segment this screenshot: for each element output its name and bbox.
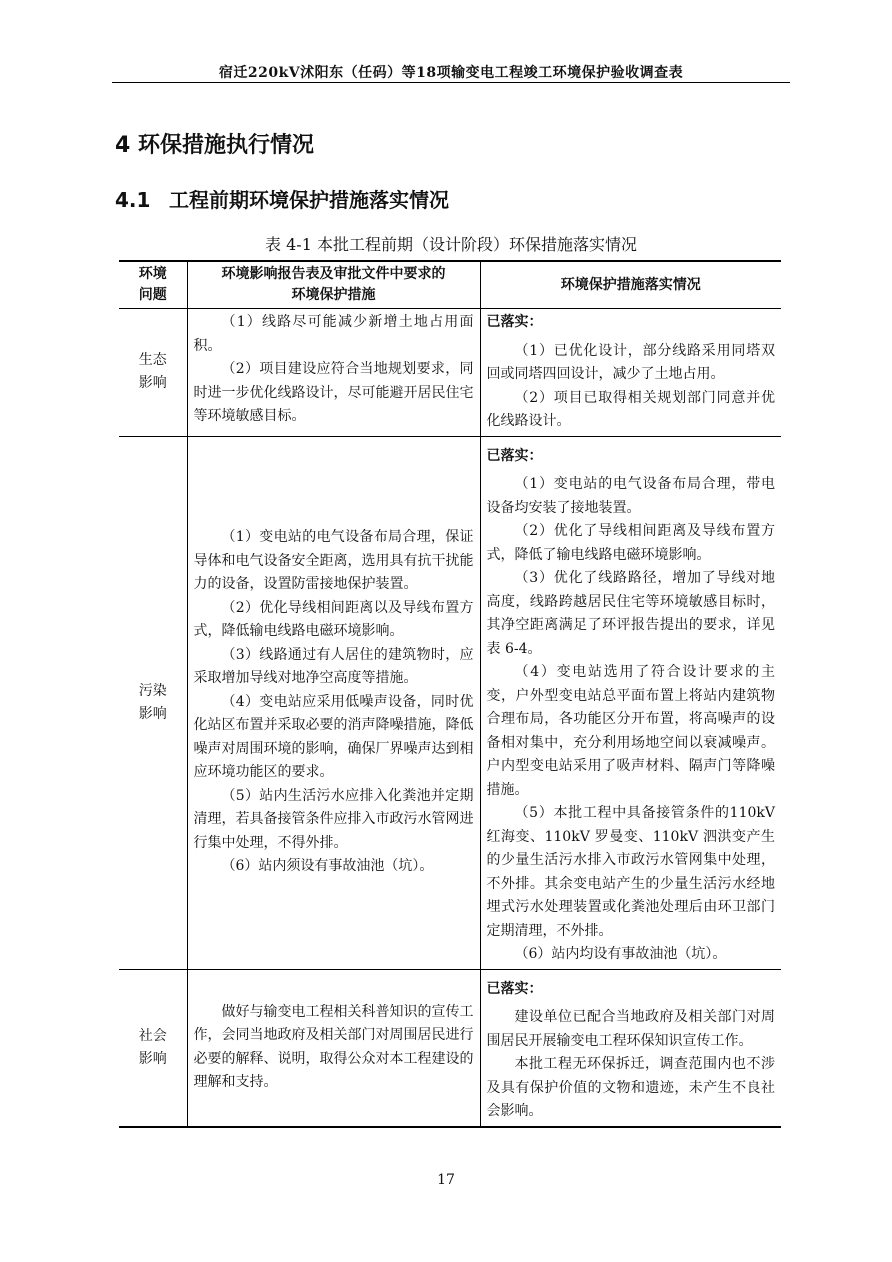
row-issue: 污染 影响 [119, 436, 187, 969]
requirement-paragraph: （5）站内生活污水应排入化粪池并定期清理，若具备接管条件应排入市政污水管网进行集中处理，不得外排。 [193, 787, 474, 851]
subsection-number: 4.1 [115, 188, 151, 212]
implementation-paragraph: （1）已优化设计，部分线路采用同塔双回或同塔四回设计，减少了土地占用。 [486, 342, 775, 382]
row-issue: 生态 影响 [119, 309, 187, 437]
implementation-paragraph: 建设单位已配合当地政府及相关部门对周围居民开展输变电工程环保知识宣传工作。 [486, 1009, 775, 1049]
requirement-paragraph: 做好与输变电工程相关科普知识的宣传工作，会同当地政府及相关部门对周围居民进行必要的解释、说明，取得公众对本工程建设的理解和支持。 [193, 1003, 474, 1090]
implementation-paragraph: （5）本批工程中具备接管条件的110kV 红海变、110kV 罗曼变、110kV 泗洪变产生的少量生活污水排入市政污水管网集中处理，不外排。其余变电站产生的少量生活污水经地埋式污水处理装置或化粪池处理后由环卫部门定期清理，不外排。 [486, 805, 775, 939]
implementation-paragraph: （3）优化了线路路径，增加了导线对地高度，线路跨越居民住宅等环境敏感目标时，其净空距离满足了环评报告提出的要求，详见表 6-4。 [486, 570, 775, 657]
row-requirements [187, 436, 480, 969]
requirement-paragraph: （3）线路通过有人居住的建筑物时，应采取增加导线对地净空高度等措施。 [193, 646, 474, 687]
implementation-paragraph: （2）优化了导线相间距离及导线布置方式，降低了输电线路电磁环境影响。 [486, 523, 775, 563]
table-row [119, 436, 781, 969]
table-row [119, 309, 781, 437]
measures-table [119, 260, 781, 1128]
header-requirements: 环境影响报告表及审批文件中要求的 环境保护措施 [187, 261, 480, 309]
requirement-paragraph: （1）线路尽可能减少新增土地占用面积。 [193, 314, 474, 354]
requirement-paragraph: （6）站内须设有事故油池（坑）。 [221, 858, 434, 875]
page-header: 宿迁220kV沭阳东（任码）等18项输变电工程竣工环境保护验收调查表 [218, 65, 684, 81]
requirement-paragraph: （4）变电站应采用低噪声设备，同时优化站区布置并采取必要的消声降噪措施，降低噪声对周围环境的影响，确保厂界噪声达到相应环境功能区的要求。 [193, 693, 474, 781]
implemented-status: 已落实： [486, 447, 543, 464]
row-implementation [480, 309, 781, 437]
page-number: 17 [437, 1172, 455, 1188]
requirement-paragraph: （1）变电站的电气设备布局合理，保证导体和电气设备安全距离，选用具有抗干扰能力的设备，设置防雷接地保护装置。 [193, 529, 474, 593]
implementation-paragraph: 本批工程无环保拆迁，调查范围内也不涉及具有保护价值的文物和遗迹，未产生不良社会影响。 [486, 1056, 775, 1119]
implementation-paragraph: （2）项目已取得相关规划部门同意并优化线路设计。 [486, 389, 775, 429]
row-issue: 社会 影响 [119, 969, 187, 1127]
row-implementation [480, 436, 781, 969]
subsection-title: 工程前期环境保护措施落实情况 [169, 188, 449, 212]
subsection-heading [115, 184, 449, 213]
implemented-status: 已落实： [486, 314, 543, 330]
implementation-paragraph: （1）变电站的电气设备布局合理，带电设备均安装了接地装置。 [486, 476, 775, 516]
row-requirements [187, 969, 480, 1127]
header-rule [112, 82, 790, 83]
requirement-paragraph: （2）优化导线相间距离以及导线布置方式，降低输电线路电磁环境影响。 [193, 599, 474, 640]
row-implementation [480, 969, 781, 1127]
row-requirements [187, 309, 480, 437]
table-row [119, 969, 781, 1127]
section-heading: 4 环保措施执行情况 [115, 133, 314, 158]
implementation-paragraph: （4）变电站选用了符合设计要求的主变，户外型变电站总平面布置上将站内建筑物合理布局，各功能区分开布置，将高噪声的设备相对集中，充分利用场地空间以衰减噪声。户内型变电站采用了吸声材料、隔声门等降噪措施。 [486, 664, 775, 798]
header-implementation: 环境保护措施落实情况 [480, 261, 781, 309]
table-caption: 表 4-1 本批工程前期（设计阶段）环保措施落实情况 [265, 235, 637, 254]
implemented-status: 已落实： [486, 980, 543, 997]
implementation-paragraph: （6）站内均设有事故油池（坑）。 [514, 946, 727, 962]
table-header-row [119, 261, 781, 309]
header-issue: 环境 问题 [119, 261, 187, 309]
requirement-paragraph: （2）项目建设应符合当地规划要求，同时进一步优化线路设计，尽可能避开居民住宅等环境敏感目标。 [193, 361, 474, 424]
